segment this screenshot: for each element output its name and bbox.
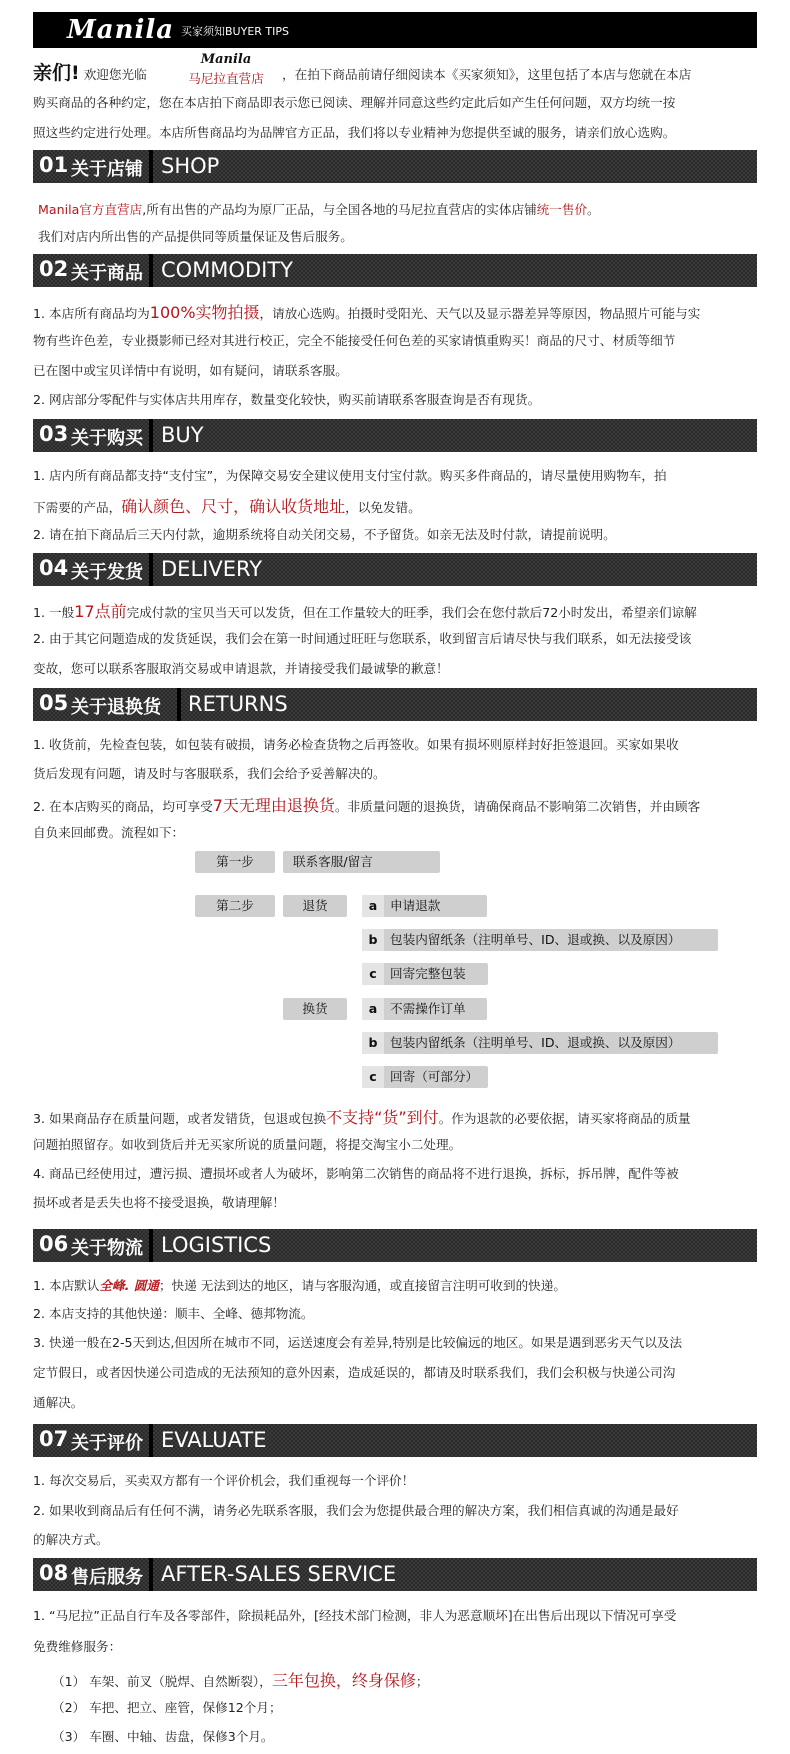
logistics-line-1 — [33, 1275, 763, 1294]
logistics-line-2: 2. 本店支持的其他快递：顺丰、全峰、德邦物流。 — [33, 1306, 314, 1321]
commodity-line-2: 物有些许色差，专业摄影师已经对其进行校正，完全不能接受任何色差的买家请慎重购买！商品的尺寸、材质等细节 — [33, 333, 676, 348]
returns-line-1: 1. 收货前，先检查包装，如包装有破损，请务必检查货物之后再签收。如果有损坏则原样封好拒签退回。买家如果收 — [33, 737, 679, 752]
brand-logo: Manila — [67, 15, 175, 45]
section-title-cn: 关于购买 — [71, 428, 143, 449]
section-logistics-header — [33, 1229, 757, 1262]
flow-contact-service: 联系客服/留言 — [283, 851, 440, 873]
header-subtitle: 买家须知BUYER TIPS — [181, 25, 289, 38]
section-divider — [149, 150, 153, 183]
section-title-cn: 关于评价 — [71, 1433, 143, 1454]
logistics-line-1-text: 1. 本店默认 — [33, 1278, 100, 1293]
intro-line-2: 购买商品的各种约定，您在本店拍下商品即表示您已阅读、理解并同意这些约定此后如产生任何问题，双方均统一按 — [33, 95, 676, 110]
section-divider — [149, 1424, 153, 1457]
flow-exchange-item — [362, 1032, 718, 1054]
flow-item-text: 回寄（可部分） — [390, 1069, 479, 1084]
returns-line-4: 自负来回邮费。流程如下： — [33, 825, 185, 840]
section-title-cn: 关于退换货 — [71, 697, 161, 718]
returns-line-5-text: 3. 如果商品存在质量问题，或者发错货，包退或包换 — [33, 1111, 327, 1126]
section-aftersales-header — [33, 1558, 757, 1591]
commodity-real-photo: 100%实物拍摄 — [149, 303, 260, 322]
returns-line-3-text: 2. 在本店购买的商品，均可享受 — [33, 799, 213, 814]
buy-line-2-text: 下需要的产品， — [33, 500, 122, 515]
aftersales-item-1-end: ； — [415, 1674, 429, 1689]
section-title-cn: 关于发货 — [71, 562, 143, 583]
returns-line-8: 损坏或者是丢失也将不接受退换，敬请理解！ — [33, 1195, 285, 1210]
flow-item-text: 包装内留纸条（注明单号、ID、退或换、以及原因） — [390, 1035, 681, 1050]
store-logo-name: 马尼拉直营店 — [188, 71, 264, 86]
shop-line-1-end: 。 — [587, 202, 600, 217]
shop-line-2: 我们对店内所出售的产品提供同等质量保证及售后服务。 — [38, 229, 353, 244]
delivery-line-2: 2. 由于其它问题造成的发货延误，我们会在第一时间通过旺旺与您联系，收到留言后请尽快与我们联系，如无法接受该 — [33, 631, 692, 646]
delivery-line-3: 变故，您可以联系客服取消交易或申请退款，并请接受我们最诚挚的歉意！ — [33, 661, 449, 676]
delivery-line-1 — [33, 599, 763, 622]
section-title-en: DELIVERY — [161, 557, 263, 581]
buy-line-2 — [33, 494, 763, 517]
delivery-cutoff-time: 17点前 — [74, 602, 127, 621]
commodity-line-1 — [33, 300, 763, 323]
returns-line-5-rest: 。作为退款的必要依据，请买家将商品的质量 — [438, 1111, 691, 1126]
section-shop-header — [33, 150, 757, 183]
section-buy-header — [33, 419, 757, 452]
section-number: 08 — [39, 1561, 69, 1585]
shop-unified-price: 统一售价 — [536, 202, 588, 217]
section-title-en: RETURNS — [188, 692, 288, 716]
greeting: 亲们! — [33, 62, 80, 84]
aftersales-warranty-highlight: 三年包换，终身保修 — [271, 1671, 416, 1690]
flow-letter: c — [362, 1066, 384, 1088]
returns-line-2: 货后发现有问题，请及时与客服联系，我们会给予妥善解决的。 — [33, 766, 386, 781]
section-title-en: LOGISTICS — [161, 1233, 272, 1257]
logistics-line-5: 通解决。 — [33, 1395, 84, 1410]
section-title-en: EVALUATE — [161, 1428, 267, 1452]
section-divider — [149, 1558, 153, 1591]
section-title-cn: 售后服务 — [71, 1567, 143, 1588]
section-delivery-header — [33, 553, 757, 586]
flow-refund-item — [362, 895, 487, 917]
shop-line-1 — [38, 199, 768, 218]
logistics-line-4: 定节假日，或者因快递公司造成的无法预知的意外因素，造成延误的，都请及时联系我们，我们会积极与快递公司沟 — [33, 1365, 676, 1380]
section-divider — [149, 553, 153, 586]
flow-item-text: 回寄完整包装 — [390, 966, 466, 981]
store-logo-brand: Manila — [200, 52, 252, 67]
evaluate-line-1: 1. 每次交易后，买卖双方都有一个评价机会，我们重视每一个评价！ — [33, 1473, 415, 1488]
aftersales-line-1: 1. “马尼拉”正品自行车及各零部件，除损耗品外，[经技术部门检测，非人为恶意顺坏]在出售后出现以下情况可享受 — [33, 1608, 677, 1623]
section-title-en: COMMODITY — [161, 258, 293, 282]
flow-exchange: 换货 — [283, 998, 347, 1020]
section-title-cn: 关于物流 — [71, 1238, 143, 1259]
flow-step-1: 第一步 — [195, 851, 275, 873]
returns-no-cod: 不支持“货”到付 — [326, 1108, 439, 1127]
returns-7day-policy: 7天无理由退换货 — [212, 796, 335, 815]
flow-item-text: 不需操作订单 — [390, 1001, 466, 1016]
section-title-en: SHOP — [161, 154, 220, 178]
returns-line-6: 问题拍照留存。如收到货后并无买家所说的质量问题，将提交淘宝小二处理。 — [33, 1137, 462, 1152]
commodity-line-4: 2. 网店部分零配件与实体店共用库存，数量变化较快，购买前请联系客服查询是否有现货。 — [33, 392, 541, 407]
flow-exchange-item — [362, 1066, 488, 1088]
flow-letter: b — [362, 1032, 384, 1054]
returns-line-3-rest: 。非质量问题的退换货，请确保商品不影响第二次销售，并由顾客 — [334, 799, 701, 814]
commodity-line-3: 已在图中或宝贝详情中有说明，如有疑问，请联系客服。 — [33, 363, 348, 378]
logistics-default-couriers: 全峰. 圆通 — [99, 1278, 159, 1293]
returns-line-7: 4. 商品已经使用过，遭污损、遭损坏或者人为破坏，影响第二次销售的商品将不进行退换，拆标，拆吊牌，配件等被 — [33, 1166, 679, 1181]
flow-refund: 退货 — [283, 895, 347, 917]
commodity-line-1-rest: ，请放心选购。拍摄时受阳光、天气以及显示器差异等原因，物品照片可能与实 — [259, 306, 701, 321]
buy-line-1: 1. 店内所有商品都支持“支付宝”，为保障交易安全建议使用支付宝付款。购买多件商品的，请尽量使用购物车，拍 — [33, 468, 667, 483]
flow-refund-item — [362, 963, 488, 985]
section-title-en: AFTER-SALES SERVICE — [161, 1562, 397, 1586]
section-number: 02 — [39, 257, 69, 281]
section-divider — [149, 419, 153, 452]
buy-line-3: 2. 请在拍下商品后三天内付款，逾期系统将自动关闭交易，不予留货。如亲无法及时付款，请提前说明。 — [33, 527, 616, 542]
intro-line-1-rest: ，在拍下商品前请仔细阅读本《买家须知》，这里包括了本店与您就在本店 — [282, 67, 692, 82]
commodity-line-1-text: 1. 本店所有商品均为 — [33, 306, 150, 321]
header-banner — [33, 12, 757, 48]
store-logo — [178, 52, 274, 87]
section-divider — [149, 254, 153, 287]
section-number: 03 — [39, 422, 69, 446]
buy-line-2-rest: ，以免发错。 — [345, 500, 421, 515]
returns-line-3 — [33, 793, 763, 816]
section-title-en: BUY — [161, 423, 204, 447]
delivery-line-1-rest: 完成付款的宝贝当天可以发货，但在工作量较大的旺季，我们会在您付款后72小时发出，希望亲们谅解 — [126, 605, 697, 620]
section-number: 07 — [39, 1427, 69, 1451]
section-returns-header — [33, 688, 757, 721]
flow-item-text: 包装内留纸条（注明单号、ID、退或换、以及原因） — [390, 932, 681, 947]
logistics-line-3: 3. 快递一般在2-5天到达,但因所在城市不同，运送速度会有差异,特别是比较偏远的地区。如果是遇到恶劣天气以及法 — [33, 1335, 683, 1350]
flow-letter: a — [362, 998, 384, 1020]
welcome-text: 欢迎您光临 — [83, 67, 147, 82]
intro-line-3: 照这些约定进行处理。本店所售商品均为品牌官方正品，我们将以专业精神为您提供至诚的服务，请亲们放心选购。 — [33, 125, 676, 140]
section-number: 04 — [39, 556, 69, 580]
section-number: 05 — [39, 691, 69, 715]
section-number: 06 — [39, 1232, 69, 1256]
aftersales-item-1 — [52, 1668, 782, 1691]
aftersales-line-2: 免费维修服务： — [33, 1639, 122, 1654]
flow-step-2: 第二步 — [195, 895, 275, 917]
section-evaluate-header — [33, 1424, 757, 1457]
flow-refund-item — [362, 929, 718, 951]
section-title-cn: 关于商品 — [71, 263, 143, 284]
evaluate-line-2: 2. 如果收到商品后有任何不满，请务必先联系客服，我们会为您提供最合理的解决方案，我们相信真诚的沟通是最好 — [33, 1503, 679, 1518]
logistics-line-1-rest: ；快递 无法到达的地区，请与客服沟通，或直接留言注明可收到的快递。 — [158, 1278, 566, 1293]
section-divider — [149, 1229, 153, 1262]
flow-letter: a — [362, 895, 384, 917]
evaluate-line-3: 的解决方式。 — [33, 1532, 109, 1547]
flow-exchange-item — [362, 998, 487, 1020]
flow-letter: b — [362, 929, 384, 951]
buy-confirm-highlight: 确认颜色、尺寸，确认收货地址 — [121, 497, 346, 516]
delivery-line-1-text: 1. 一般 — [33, 605, 75, 620]
flow-letter: c — [362, 963, 384, 985]
aftersales-item-2: （2） 车把、把立、座管，保修12个月； — [52, 1700, 282, 1715]
shop-line-1-text: ,所有出售的产品均为原厂正品，与全国各地的马尼拉直营店的实体店铺 — [142, 202, 537, 217]
flow-item-text: 申请退款 — [390, 898, 441, 913]
section-title-cn: 关于店铺 — [71, 159, 143, 180]
shop-official-store: Manila官方直营店 — [38, 202, 143, 217]
aftersales-item-1-text: （1） 车架、前叉（脱焊、自然断裂）， — [52, 1674, 272, 1689]
section-commodity-header — [33, 254, 757, 287]
section-number: 01 — [39, 153, 69, 177]
returns-line-5 — [33, 1105, 763, 1128]
aftersales-item-3: （3） 车圈、中轴、齿盘，保修3个月。 — [52, 1729, 274, 1744]
section-divider — [177, 688, 181, 721]
